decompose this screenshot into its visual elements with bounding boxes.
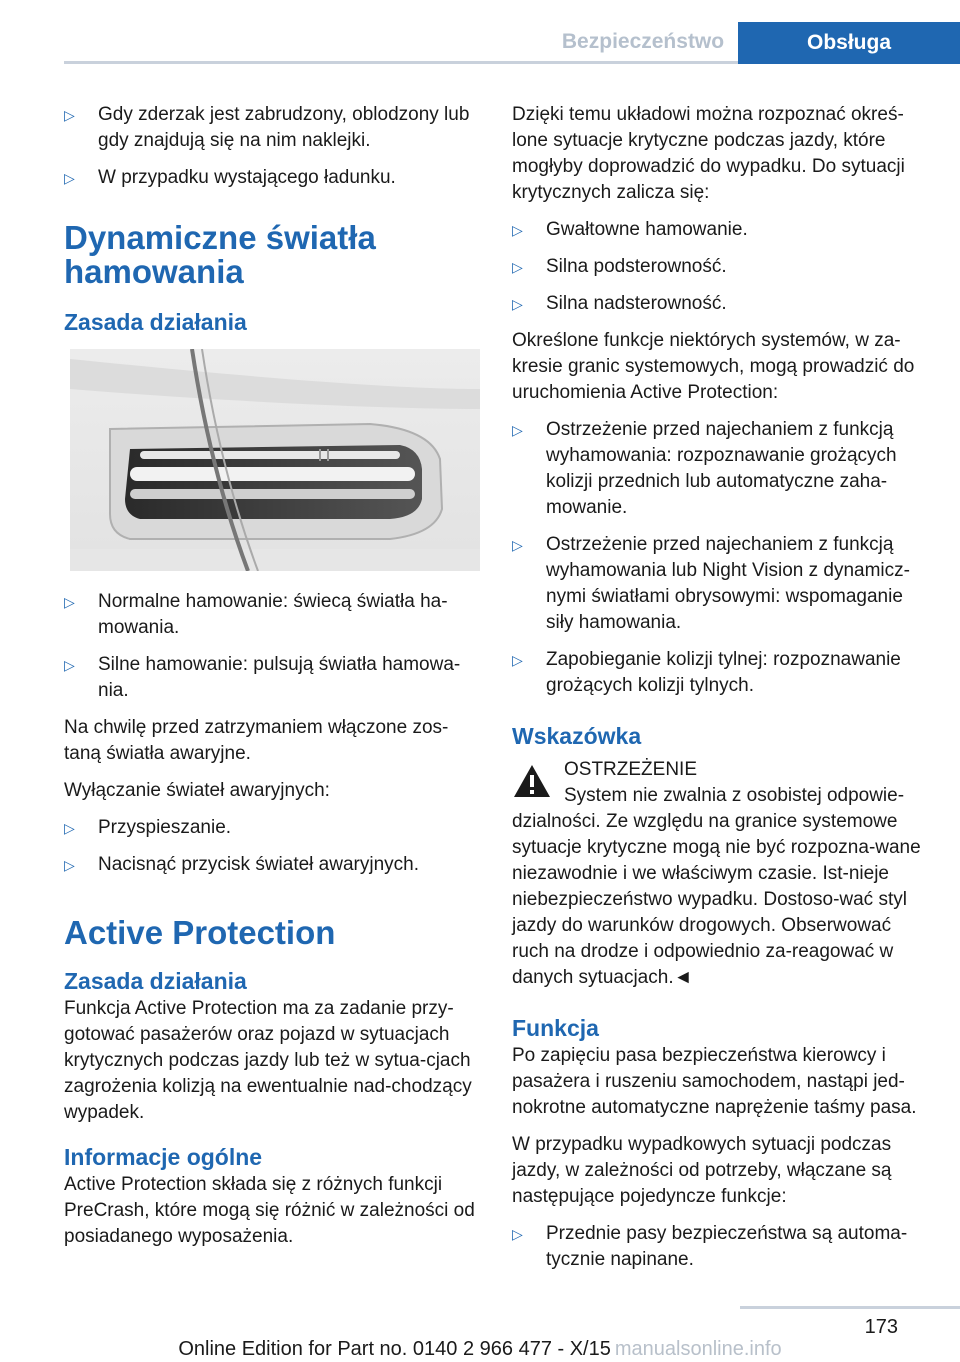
subheading-general: Informacje ogólne	[64, 1144, 263, 1170]
list-item: ▷ Ostrzeżenie przed najechaniem z funkcją wyhamowania: rozpoznawanie grożących kolizji przednich lub automatyczne zaha-mowanie.	[512, 419, 897, 518]
paragraph-functions: Określone funkcje niektórych systemów, w za-kresie granic systemowych, mogą prowadzić do uruchomienia Active Protection:	[512, 330, 915, 403]
list-item: ▷ Nacisnąć przycisk świateł awaryjnych.	[64, 852, 484, 878]
bullet-icon: ▷	[64, 857, 75, 873]
footer-rule	[740, 1306, 960, 1309]
bullet-icon: ▷	[64, 594, 75, 610]
top-bullet-list	[64, 102, 484, 191]
list-item: ▷ Gwałtowne hamowanie.	[512, 217, 932, 243]
critical-bullet-list	[512, 217, 932, 317]
warning-first-line: System nie zwalnia z osobistej odpowie-	[564, 785, 905, 806]
list-item: ▷ Ostrzeżenie przed najechaniem z funkcją wyhamowania lub Night Vision z dynamicz-nymi światłami obrysowymi: wspomaganie siły hamowania.	[512, 534, 910, 633]
paragraph-hazard: Na chwilę przed zatrzymaniem włączone zos-taną światła awaryjne.	[64, 717, 449, 764]
heading-active-protection: Active Protection	[64, 914, 336, 951]
bullet-icon: ▷	[512, 259, 523, 275]
footer-edition	[0, 1338, 960, 1361]
list-item: ▷ Przyspieszanie.	[64, 815, 484, 841]
bullet-icon: ▷	[512, 422, 523, 438]
watermark: manualsonline.info	[614, 1338, 782, 1360]
paragraph-active: Funkcja Active Protection ma za zadanie przy-gotować pasażerów oraz pojazd w sytuacjach krytycznych podczas jazdy lub też w sytua-cjach zagrożenia kolizją na ewentualnie nad-chodzący wypadek.	[64, 998, 472, 1123]
bullet-icon: ▷	[512, 296, 523, 312]
subheading-function: Funkcja	[512, 1015, 599, 1041]
heading-brake-lights: Dynamiczne światła hamowania	[64, 219, 376, 290]
left-column	[64, 102, 484, 1261]
list-item: ▷ Przednie pasy bezpieczeństwa są automa-tycznie napinane.	[512, 1223, 908, 1270]
warning-block	[512, 757, 932, 809]
bullet-icon: ▷	[64, 657, 75, 673]
bullet-icon: ▷	[512, 652, 523, 668]
subheading-hint: Wskazówka	[512, 723, 642, 749]
bullet-icon: ▷	[64, 107, 75, 123]
bullet-icon: ▷	[512, 537, 523, 553]
paragraph-off: Wyłączanie świateł awaryjnych:	[64, 780, 330, 801]
tab-active[interactable]: Obsługa	[738, 22, 960, 64]
list-item: ▷ Normalne hamowanie: świecą światła ha-mowania.	[64, 591, 448, 638]
accident-bullet-list	[512, 1221, 932, 1273]
edition-text: Online Edition for Part no. 0140 2 966 477 - X/15	[178, 1338, 611, 1360]
list-item: ▷ Silna nadsterowność.	[512, 291, 932, 317]
paragraph-belt: Po zapięciu pasa bezpieczeństwa kierowcy i pasażera i ruszeniu samochodem, nastąpi jed-nokrotne automatyczne naprężenie taśmy pasa.	[512, 1045, 917, 1118]
off-bullet-list	[64, 815, 484, 878]
list-item: ▷ W przypadku wystającego ładunku.	[64, 165, 484, 191]
list-item: ▷ Zapobieganie kolizji tylnej: rozpoznawanie grożących kolizji tylnych.	[512, 649, 901, 696]
subheading-principle-2: Zasada działania	[64, 968, 247, 994]
paragraph-accident: W przypadku wypadkowych sytuacji podczas jazdy, w zależności od potrzeby, włączane są następujące pojedyncze funkcje:	[512, 1134, 892, 1207]
list-item: ▷ Silna podsterowność.	[512, 254, 932, 280]
bullet-icon: ▷	[64, 820, 75, 836]
list-item: ▷ Silne hamowanie: pulsują światła hamowa-nia.	[64, 654, 461, 701]
warning-text: dzialności. Ze względu na granice systemowe sytuacje krytyczne mogą nie być rozpozna-wane niezawodnie i we właściwym czasie. Ist-nieje niebezpieczeństwo wypadku. Dostoso-wać styl jazdy do warunków drogowych. Obserwować ruch na drodze i odpowiednio za-reagować w danych sytuacjach.◄	[512, 811, 921, 988]
bullet-icon: ▷	[512, 1226, 523, 1242]
list-item: ▷ Gdy zderzak jest zabrudzony, oblodzony lub gdy znajdują się na nim naklejki.	[64, 104, 470, 151]
subheading-principle: Zasada działania	[64, 309, 247, 335]
page-number: 173	[864, 1316, 898, 1338]
bullet-icon: ▷	[512, 222, 523, 238]
tail-light-illustration	[70, 349, 480, 571]
right-column	[512, 102, 932, 1284]
bullet-icon: ▷	[64, 170, 75, 186]
paragraph-intro: Dzięki temu układowi można rozpoznać okreś-lone sytuacje krytyczne podczas jazdy, które mogłyby doprowadzić do wypadku. Do sytuacji krytycznych zalicza się:	[512, 104, 905, 203]
tab-section[interactable]: Bezpieczeństwo	[561, 29, 725, 53]
paragraph-general: Active Protection składa się z różnych funkcji PreCrash, które mogą się różnić w zależności od posiadanego wyposażenia.	[64, 1174, 475, 1247]
brake-bullet-list	[64, 589, 484, 704]
warning-icon	[512, 763, 552, 799]
warning-title: OSTRZEŻENIE	[564, 759, 698, 780]
functions-bullet-list	[512, 417, 932, 699]
